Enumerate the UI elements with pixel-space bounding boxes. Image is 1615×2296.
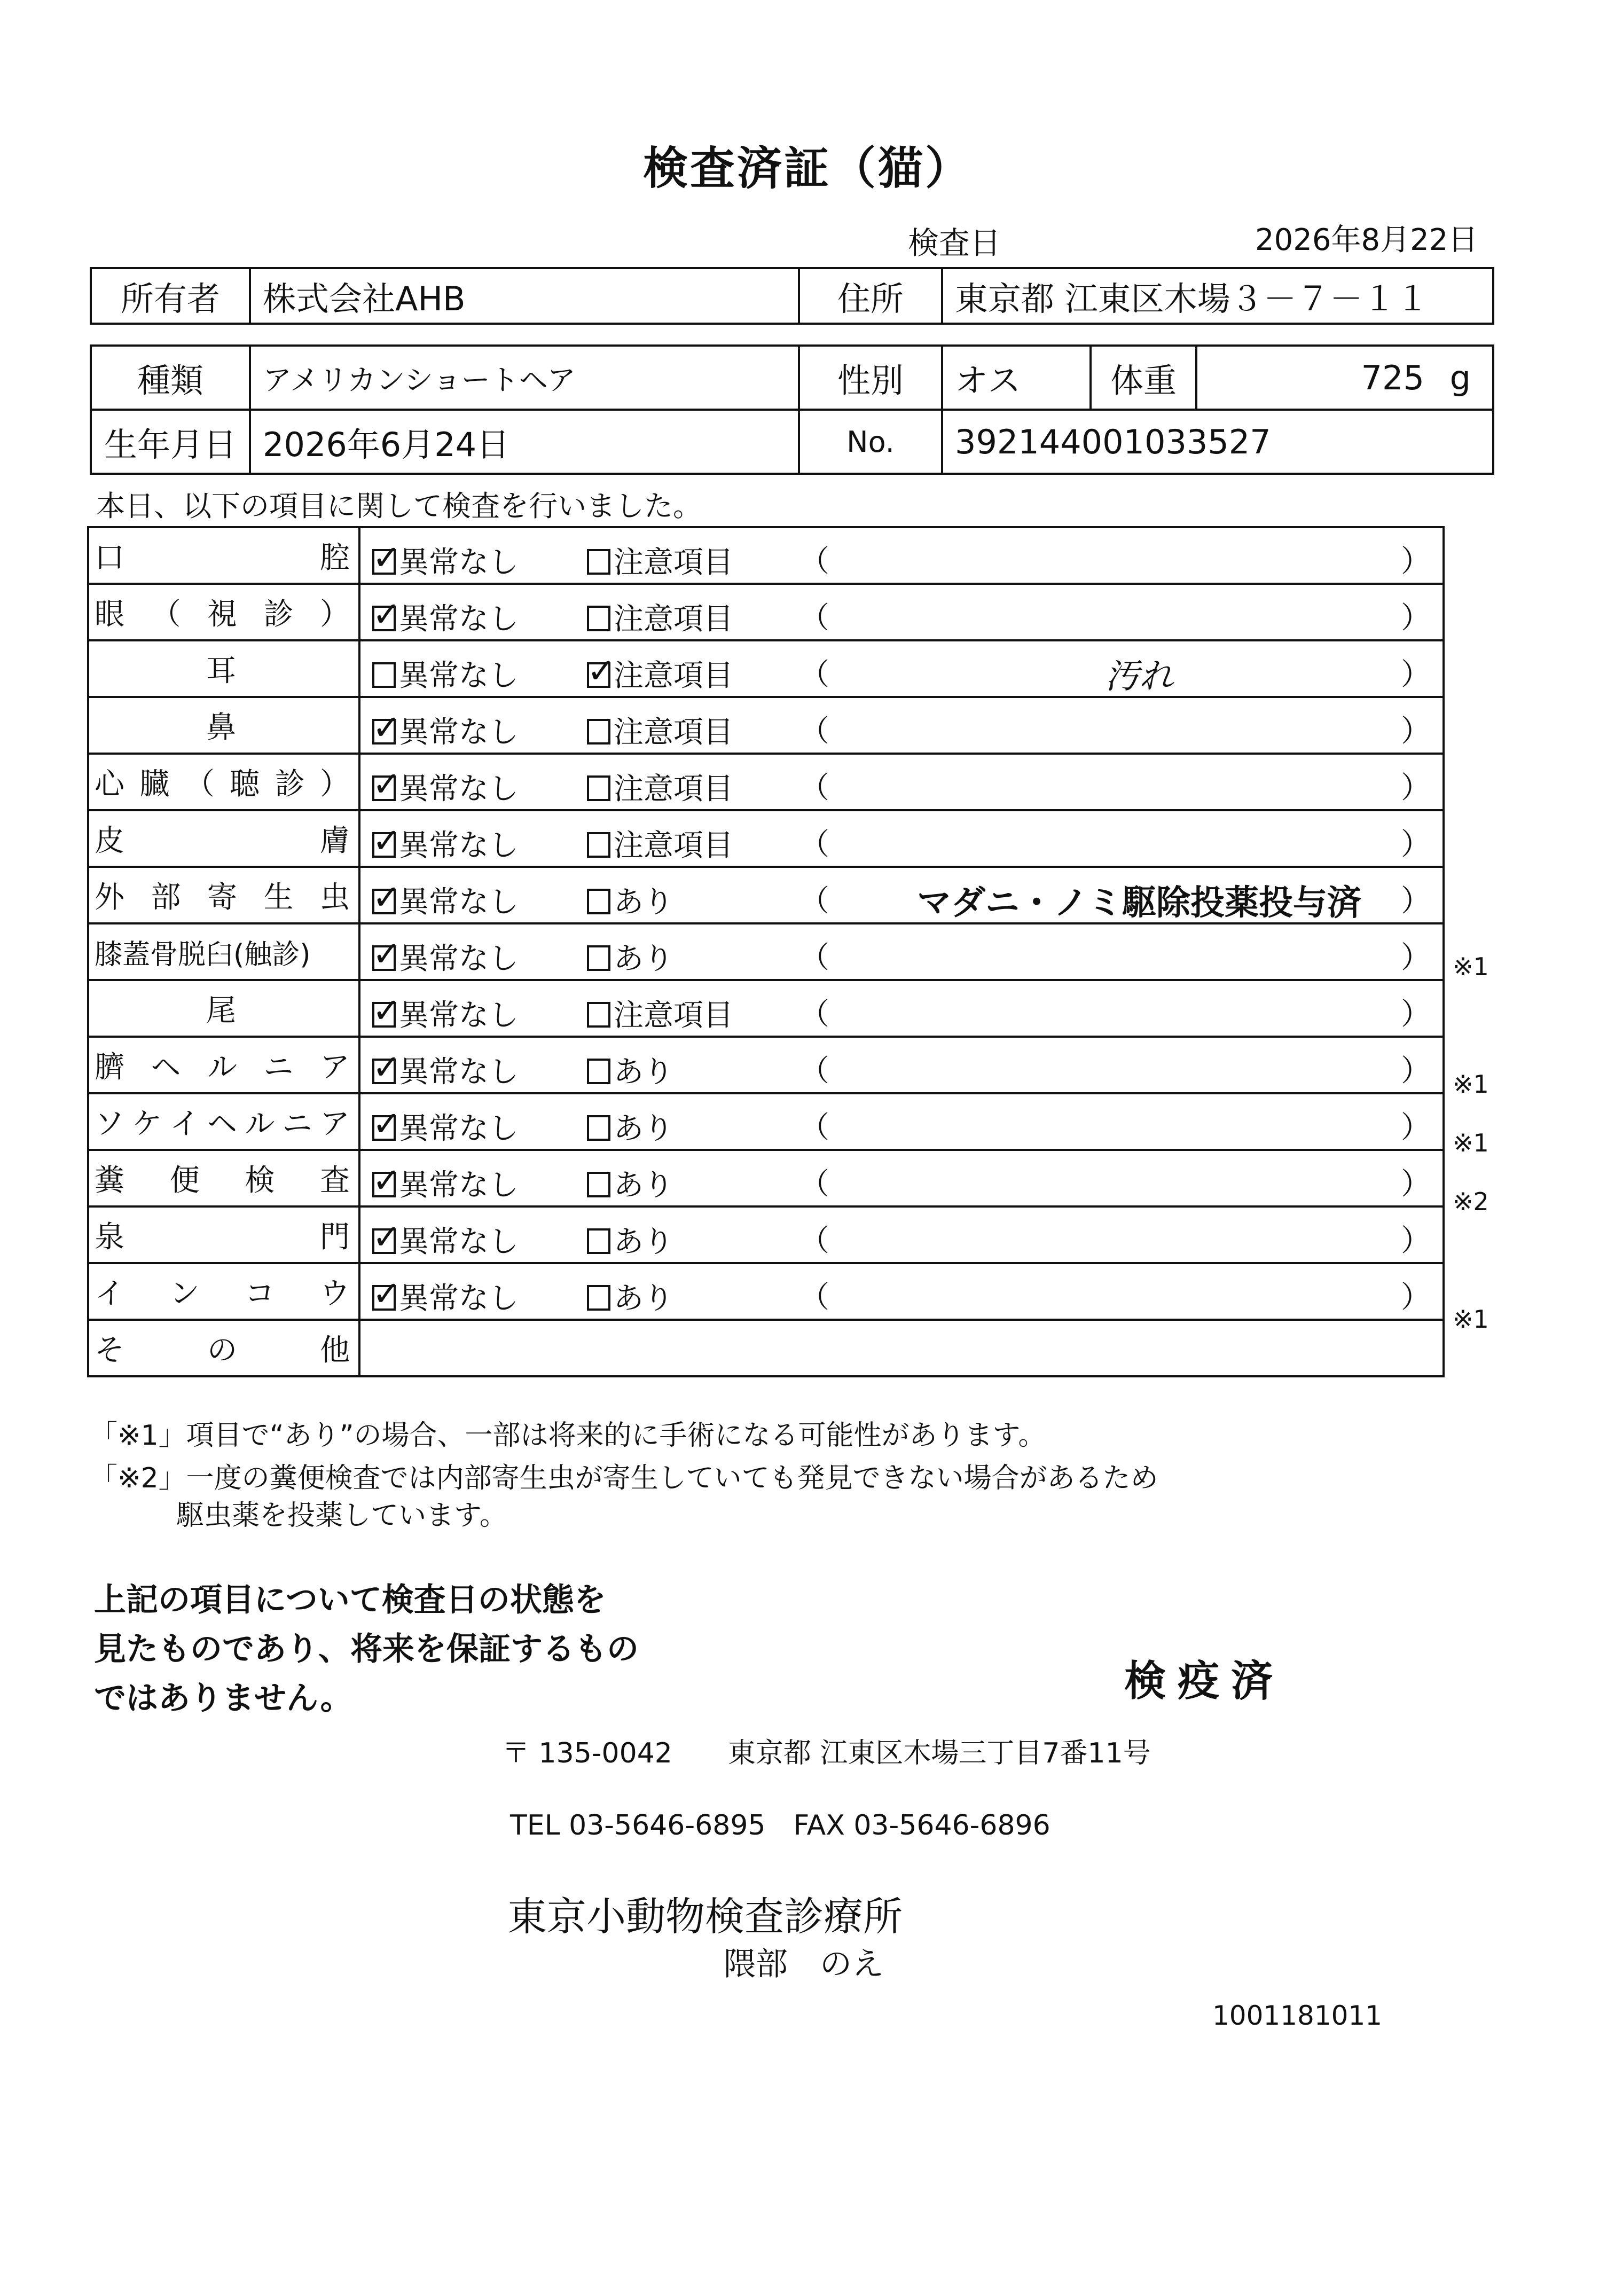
checkbox-unchecked[interactable] — [587, 945, 610, 971]
footnote-2-cont: 駆虫薬を投薬しています。 — [176, 1500, 507, 1532]
exam-item-char: 便 — [169, 1163, 200, 1198]
checkbox-checked[interactable] — [372, 1228, 396, 1254]
exam-item-char: 泉 — [95, 1220, 124, 1255]
paren-close: ） — [1401, 997, 1431, 1032]
exam-row — [88, 923, 1444, 980]
exam-item-char: ル — [245, 1107, 275, 1141]
option-abnormal[interactable] — [587, 709, 733, 751]
option-abnormal-label: あり — [614, 1055, 673, 1090]
sex-label: 性別 — [799, 346, 942, 410]
exam-item-name — [95, 534, 358, 577]
checkbox-checked[interactable] — [372, 945, 396, 971]
paren-close: ） — [1401, 1224, 1431, 1258]
exam-item-char: （ — [184, 767, 215, 802]
option-abnormal-label: 注意項目 — [614, 715, 733, 750]
checkbox-checked[interactable] — [372, 549, 396, 575]
paren-close: ） — [1401, 1280, 1431, 1315]
exam-options — [359, 754, 1444, 810]
exam-item-char: 口 — [95, 540, 124, 575]
exam-item-name: 耳 — [206, 654, 236, 688]
exam-item-char: 腔 — [320, 540, 350, 575]
exam-options — [359, 584, 1444, 640]
option-abnormal[interactable] — [587, 992, 733, 1035]
page-title: 検査済証（猫） — [642, 142, 972, 194]
option-normal[interactable] — [372, 935, 519, 978]
exam-row-other — [88, 1320, 1444, 1376]
footnote-marker: ※1 — [1453, 1070, 1489, 1099]
option-normal-label: 異常なし — [399, 602, 519, 637]
exam-item-char: 聴 — [230, 767, 260, 802]
option-normal[interactable] — [372, 595, 519, 638]
option-normal[interactable] — [372, 539, 519, 582]
weight-value: 725 — [1361, 358, 1424, 397]
disclaimer-line: 上記の項目について検査日の状態を — [94, 1581, 606, 1619]
option-abnormal-label: あり — [614, 885, 673, 920]
number-label: No. — [799, 410, 942, 474]
option-normal-label: 異常なし — [399, 545, 519, 580]
exam-item-char: 眼 — [95, 597, 124, 632]
option-abnormal[interactable] — [587, 595, 733, 638]
option-abnormal-label: あり — [614, 942, 673, 976]
exam-item-name: 尾 — [206, 993, 236, 1028]
option-normal-label: 異常なし — [399, 998, 519, 1033]
exam-item-char: ア — [320, 1050, 350, 1085]
paren-close: ） — [1401, 657, 1431, 692]
option-normal[interactable] — [372, 992, 519, 1035]
exam-item-name: 膝蓋骨脱臼(触診) — [95, 938, 311, 971]
checkbox-checked[interactable] — [372, 889, 396, 914]
exam-table — [87, 526, 1445, 1377]
exam-item-char: 生 — [263, 880, 294, 915]
checkbox-unchecked[interactable] — [587, 1115, 610, 1141]
exam-item-char: ン — [169, 1276, 200, 1311]
exam-row — [88, 640, 1444, 697]
exam-item-label — [88, 923, 359, 980]
exam-item-label — [88, 697, 359, 754]
checkbox-unchecked[interactable] — [587, 1228, 610, 1254]
option-normal[interactable] — [372, 879, 519, 921]
exam-date-value: 2026年8月22日 — [1255, 223, 1478, 257]
option-abnormal-label: 注意項目 — [614, 772, 733, 806]
paren-open: （ — [799, 1280, 829, 1315]
option-normal[interactable] — [372, 765, 519, 808]
birthdate-value: 2026年6月24日 — [250, 410, 799, 474]
option-normal-label: 異常なし — [399, 1281, 519, 1316]
checkbox-unchecked[interactable] — [587, 1059, 610, 1084]
checkbox-unchecked[interactable] — [587, 1002, 610, 1028]
exam-item-name — [95, 761, 358, 803]
exam-item-label — [88, 754, 359, 810]
option-normal[interactable] — [372, 1105, 519, 1148]
exam-options — [359, 810, 1444, 867]
exam-options — [359, 1037, 1444, 1093]
exam-item-char: ） — [320, 597, 350, 632]
option-normal[interactable] — [372, 652, 519, 695]
checkbox-checked[interactable] — [372, 1059, 396, 1084]
option-normal-label: 異常なし — [399, 715, 519, 750]
option-abnormal[interactable] — [587, 765, 733, 808]
owner-table — [90, 267, 1494, 325]
checkbox-checked[interactable] — [372, 719, 396, 745]
exam-row — [88, 1150, 1444, 1206]
option-normal[interactable] — [372, 1218, 519, 1261]
exam-item-char: 診 — [263, 597, 294, 632]
footnote-2: 「※2」一度の糞便検査では内部寄生虫が寄生していても発見できない場合があるため — [90, 1462, 1158, 1494]
exam-item-char: ソ — [95, 1107, 124, 1141]
exam-item-char: 部 — [151, 880, 181, 915]
checkbox-unchecked[interactable] — [587, 832, 610, 858]
exam-item-char: の — [207, 1333, 237, 1368]
paren-open: （ — [799, 1167, 829, 1202]
option-abnormal-label: 注意項目 — [614, 602, 733, 637]
checkbox-unchecked[interactable] — [587, 549, 610, 575]
exam-item-char: 皮 — [95, 824, 124, 858]
weight-unit: g — [1449, 358, 1471, 397]
option-abnormal[interactable] — [587, 1218, 673, 1261]
option-abnormal-label: 注意項目 — [614, 828, 733, 863]
option-normal-label: 異常なし — [399, 1168, 519, 1203]
option-normal-label: 異常なし — [399, 659, 519, 693]
exam-item-char: ニ — [282, 1107, 312, 1141]
paren-open: （ — [799, 657, 829, 692]
exam-options — [359, 1263, 1444, 1320]
exam-item-char: イ — [95, 1276, 124, 1311]
exam-item-char: 外 — [95, 880, 124, 915]
exam-options — [359, 867, 1444, 923]
exam-options — [359, 640, 1444, 697]
exam-options — [359, 1206, 1444, 1263]
exam-item-label — [88, 1263, 359, 1320]
exam-item-name — [95, 1213, 358, 1256]
exam-item-char: ヘ — [207, 1107, 237, 1141]
exam-item-name — [95, 591, 358, 633]
checkbox-checked[interactable] — [372, 1172, 396, 1197]
paren-open: （ — [799, 1224, 829, 1258]
paren-open: （ — [799, 1110, 829, 1145]
exam-row — [88, 810, 1444, 867]
footnote-marker: ※1 — [1453, 1305, 1489, 1334]
option-abnormal-label: 注意項目 — [614, 659, 733, 693]
checkbox-checked[interactable] — [372, 775, 396, 801]
exam-item-char: ケ — [132, 1107, 162, 1141]
remark-text: 汚れ — [1105, 657, 1173, 696]
exam-item-label — [88, 810, 359, 867]
checkbox-checked[interactable] — [372, 1115, 396, 1141]
exam-date-label: 検査日 — [908, 225, 1001, 261]
footnote-1: 「※1」項目で“あり”の場合、一部は将来的に手術になる可能性があります。 — [90, 1420, 1046, 1452]
exam-item-char: そ — [95, 1333, 124, 1368]
exam-item-name — [95, 817, 358, 860]
option-abnormal[interactable] — [587, 1105, 673, 1148]
quarantine-stamp: 検疫済 — [1124, 1657, 1285, 1705]
exam-row — [88, 867, 1444, 923]
address-label: 住所 — [799, 268, 942, 324]
option-abnormal[interactable] — [587, 879, 673, 921]
exam-item-label — [88, 1150, 359, 1206]
remark-text: マダニ・ノミ駆除投薬投与済 — [917, 883, 1361, 923]
paren-open: （ — [799, 601, 829, 636]
exam-item-char: イ — [169, 1107, 200, 1141]
paren-close: ） — [1401, 714, 1431, 749]
clinic-address: 〒 135-0042 東京都 江東区木場三丁目7番11号 — [502, 1737, 1151, 1769]
exam-options — [359, 527, 1444, 584]
exam-options — [359, 923, 1444, 980]
weight-label: 体重 — [1091, 346, 1196, 410]
option-abnormal[interactable] — [587, 1275, 673, 1318]
option-abnormal-label: あり — [614, 1225, 673, 1259]
weight-cell — [1196, 346, 1493, 410]
exam-item-name — [95, 1044, 358, 1086]
option-abnormal[interactable] — [587, 822, 733, 865]
paren-close: ） — [1401, 1054, 1431, 1088]
clinic-phone-fax: TEL 03-5646-6895 FAX 03-5646-6896 — [510, 1809, 1050, 1841]
exam-item-char: 他 — [320, 1333, 350, 1368]
paren-close: ） — [1401, 771, 1431, 805]
disclaimer-line: ではありません。 — [94, 1680, 352, 1717]
exam-row — [88, 697, 1444, 754]
exam-item-char: 臓 — [139, 767, 170, 802]
exam-item-char: ） — [319, 767, 350, 802]
paren-open: （ — [799, 941, 829, 975]
exam-item-label — [88, 1037, 359, 1093]
exam-item-label — [88, 527, 359, 584]
exam-item-label — [88, 1320, 359, 1376]
exam-item-char: （ — [151, 597, 181, 632]
option-normal-label: 異常なし — [399, 772, 519, 806]
exam-item-name — [95, 1327, 358, 1369]
exam-item-label — [88, 867, 359, 923]
paren-close: ） — [1401, 1110, 1431, 1145]
option-normal[interactable] — [372, 1162, 519, 1204]
option-normal-label: 異常なし — [399, 942, 519, 976]
exam-item-char: 臍 — [95, 1050, 124, 1085]
option-abnormal[interactable] — [587, 935, 673, 978]
exam-item-char: 門 — [320, 1220, 350, 1255]
exam-item-label — [88, 640, 359, 697]
paren-close: ） — [1401, 1167, 1431, 1202]
checkbox-unchecked[interactable] — [372, 662, 396, 688]
option-normal[interactable] — [372, 1048, 519, 1091]
exam-row — [88, 1206, 1444, 1263]
exam-item-char: ヘ — [151, 1050, 181, 1085]
sex-value: オス — [942, 346, 1091, 410]
option-normal[interactable] — [372, 822, 519, 865]
exam-options — [359, 980, 1444, 1037]
exam-item-char: ウ — [319, 1276, 350, 1311]
checkbox-checked[interactable] — [372, 832, 396, 858]
option-normal-label: 異常なし — [399, 1055, 519, 1090]
disclaimer-line: 見たものであり、将来を保証するもの — [94, 1631, 639, 1668]
paren-close: ） — [1401, 601, 1431, 636]
exam-row — [88, 1263, 1444, 1320]
exam-row — [88, 584, 1444, 640]
address-value: 東京都 江東区木場３－７－１１ — [942, 268, 1493, 324]
footnote-marker: ※1 — [1453, 1129, 1489, 1157]
paren-close: ） — [1401, 827, 1431, 862]
paren-open: （ — [799, 544, 829, 579]
option-abnormal-label: 注意項目 — [614, 545, 733, 580]
exam-item-label — [88, 980, 359, 1037]
exam-item-label — [88, 584, 359, 640]
exam-item-char: コ — [245, 1276, 275, 1311]
option-normal-label: 異常なし — [399, 885, 519, 920]
footnote-marker: ※1 — [1453, 952, 1489, 981]
exam-row — [88, 1037, 1444, 1093]
checkbox-unchecked[interactable] — [587, 889, 610, 914]
paren-close: ） — [1401, 941, 1431, 975]
disclaimer — [94, 1576, 639, 1723]
birthdate-label: 生年月日 — [91, 410, 250, 474]
exam-row — [88, 1093, 1444, 1150]
option-normal[interactable] — [372, 709, 519, 751]
paren-open: （ — [799, 827, 829, 862]
paren-close: ） — [1401, 884, 1431, 919]
exam-row — [88, 754, 1444, 810]
clinic-name: 東京小動物検査診療所 — [507, 1894, 903, 1940]
exam-item-char: 虫 — [320, 880, 350, 915]
exam-row — [88, 980, 1444, 1037]
document-id: 1001181011 — [1212, 2000, 1383, 2031]
exam-item-char: 心 — [95, 767, 124, 802]
intro-text: 本日、以下の項目に関して検査を行いました。 — [96, 489, 702, 523]
option-abnormal-label: あり — [614, 1281, 673, 1316]
checkbox-unchecked[interactable] — [587, 606, 610, 631]
exam-item-name — [95, 874, 358, 916]
paren-open: （ — [799, 1054, 829, 1088]
exam-item-char: 診 — [275, 767, 305, 802]
animal-table — [90, 344, 1494, 475]
checkbox-checked[interactable] — [372, 606, 396, 631]
option-abnormal[interactable] — [587, 652, 733, 695]
exam-item-name — [95, 1100, 358, 1143]
exam-options — [359, 697, 1444, 754]
exam-options — [359, 1093, 1444, 1150]
checkbox-checked[interactable] — [372, 1002, 396, 1028]
checkbox-unchecked[interactable] — [587, 1285, 610, 1311]
option-abnormal[interactable] — [587, 1048, 673, 1091]
exam-item-char: 膚 — [320, 824, 350, 858]
option-abnormal-label: あり — [614, 1168, 673, 1203]
option-abnormal-label: あり — [614, 1111, 673, 1146]
owner-value: 株式会社AHB — [250, 268, 799, 324]
veterinarian-name: 隈部 のえ — [724, 1946, 884, 1983]
exam-item-name — [95, 1270, 358, 1313]
breed-value: アメリカンショートヘア — [250, 346, 799, 410]
checkbox-unchecked[interactable] — [587, 775, 610, 801]
option-normal-label: 異常なし — [399, 1111, 519, 1146]
option-normal-label: 異常なし — [399, 828, 519, 863]
exam-item-char: 視 — [207, 597, 237, 632]
footnote-marker: ※2 — [1453, 1187, 1489, 1216]
breed-label: 種類 — [91, 346, 250, 410]
exam-item-label — [88, 1093, 359, 1150]
other-remarks-field[interactable] — [359, 1320, 1444, 1376]
number-value: 392144001033527 — [942, 410, 1493, 474]
option-abnormal-label: 注意項目 — [614, 998, 733, 1033]
exam-item-char: 検 — [245, 1163, 275, 1198]
exam-item-char: ニ — [263, 1050, 294, 1085]
paren-open: （ — [799, 884, 829, 919]
paren-close: ） — [1401, 544, 1431, 579]
exam-item-char: ア — [319, 1107, 350, 1141]
option-abnormal[interactable] — [587, 1162, 673, 1204]
paren-open: （ — [799, 997, 829, 1032]
checkbox-checked[interactable] — [372, 1285, 396, 1311]
exam-item-char: ル — [207, 1050, 237, 1085]
option-abnormal[interactable] — [587, 539, 733, 582]
paren-open: （ — [799, 714, 829, 749]
exam-item-name: 鼻 — [206, 710, 236, 745]
option-normal[interactable] — [372, 1275, 519, 1318]
option-normal-label: 異常なし — [399, 1225, 519, 1259]
paren-open: （ — [799, 771, 829, 805]
exam-row — [88, 527, 1444, 584]
exam-item-label — [88, 1206, 359, 1263]
exam-options — [359, 1150, 1444, 1206]
exam-item-name — [95, 1157, 358, 1200]
checkbox-checked[interactable] — [587, 662, 610, 688]
checkbox-unchecked[interactable] — [587, 1172, 610, 1197]
exam-item-char: 糞 — [95, 1163, 124, 1198]
checkbox-unchecked[interactable] — [587, 719, 610, 745]
exam-item-char: 査 — [319, 1163, 350, 1198]
owner-label: 所有者 — [91, 268, 250, 324]
exam-item-char: 寄 — [207, 880, 237, 915]
